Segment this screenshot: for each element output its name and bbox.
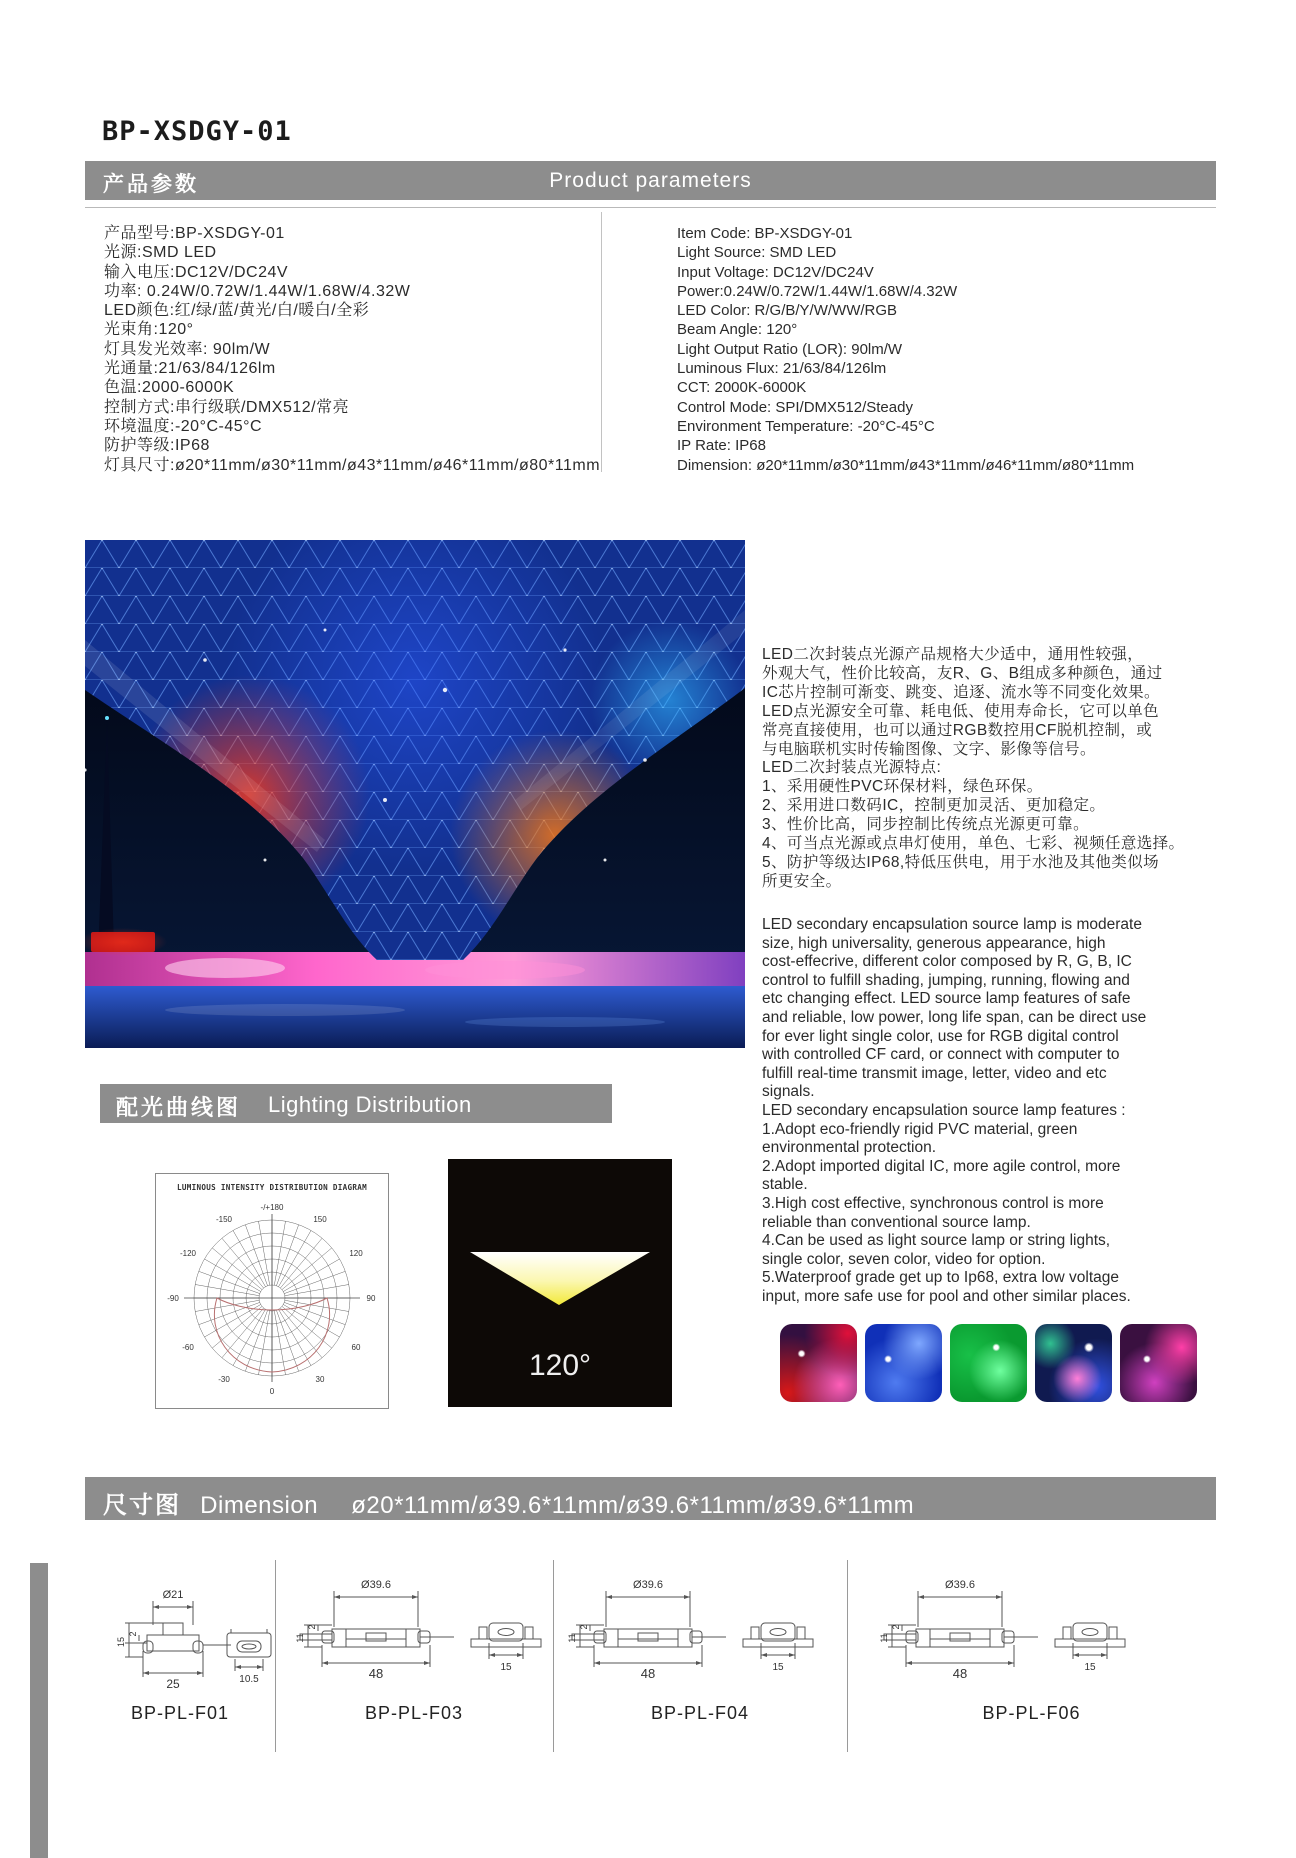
desc-line-en: 5.Waterproof grade get up to Ip68, extra low voltage: [762, 1269, 1119, 1287]
desc-line-en: LED secondary encapsulation source lamp is moderate: [762, 916, 1142, 933]
header-title-en: Product parameters: [549, 169, 752, 192]
desc-line-en: for ever light single color, use for RGB digital control: [762, 1027, 1119, 1045]
desc-line-en: environmental protection.: [762, 1139, 937, 1157]
desc-line-en: etc changing effect. LED source lamp features of safe: [762, 990, 1131, 1008]
spec-line-en: Power:0.24W/0.72W/1.44W/1.68W/4.32W: [677, 282, 958, 300]
desc-line-en: 2.Adopt imported digital IC, more agile control, more: [762, 1157, 1121, 1175]
svg-text:Ø39.6: Ø39.6: [945, 1579, 975, 1591]
luminous-intensity-diagram: [155, 1173, 389, 1409]
angle-label: 0: [269, 1387, 275, 1396]
spec-line-zh: LED颜色:红/绿/蓝/黄光/白/暖白/全彩: [104, 302, 370, 320]
spec-line-en: CCT: 2000K-6000K: [677, 379, 807, 397]
spec-line-zh: 输入电压:DC12V/DC24V: [104, 263, 289, 281]
drawing-model-label: BP-PL-F04: [650, 1703, 750, 1723]
lighting-title-zh: 配光曲线图: [116, 1095, 242, 1120]
desc-line-zh: 1、采用硬性PVC环保材料，绿色环保。: [762, 778, 1043, 796]
product-thumbnail-magenta: [1120, 1324, 1197, 1402]
svg-text:Ø39.6: Ø39.6: [633, 1579, 663, 1591]
spec-line-en: Luminous Flux: 21/63/84/126lm: [677, 360, 887, 378]
spec-line-zh: 灯具尺寸:ø20*11mm/ø30*11mm/ø43*11mm/ø46*11mm/ø80*11mm: [104, 456, 601, 474]
desc-line-en: LED secondary encapsulation source lamp features :: [762, 1101, 1126, 1119]
spec-list-en: [677, 224, 1197, 475]
desc-line-en: 4.Can be used as light source lamp or string lights,: [762, 1232, 1111, 1250]
angle-label: 30: [315, 1375, 325, 1384]
svg-text:11: 11: [295, 1633, 305, 1643]
desc-line-zh: LED二次封装点光源特点:: [762, 759, 942, 777]
polar-chart: [156, 1198, 388, 1404]
svg-text:15: 15: [116, 1636, 126, 1648]
spec-line-zh: 光源:SMD LED: [104, 244, 217, 262]
spec-line-en: LED Color: R/G/B/Y/W/WW/RGB: [677, 302, 898, 320]
drawing-model-label: BP-PL-F01: [130, 1703, 230, 1723]
spec-line-en: Input Voltage: DC12V/DC24V: [677, 263, 874, 281]
beam-angle-box: [448, 1159, 672, 1407]
desc-line-zh: 3、性价比高，同步控制比传统点光源更可靠。: [762, 816, 1090, 834]
product-thumbnail-blue: [865, 1324, 942, 1402]
spec-line-zh: 环境温度:-20°C-45°C: [104, 417, 263, 435]
svg-text:15: 15: [500, 1662, 512, 1673]
spec-line-zh: 产品型号:BP-XSDGY-01: [104, 225, 285, 242]
page-edge-strip: [30, 1563, 48, 1858]
angle-label: -/+180: [260, 1203, 284, 1212]
spec-line-zh: 色温:2000-6000K: [104, 379, 235, 397]
desc-line-zh: 常亮直接使用，也可以通过RGB数控用CF脱机控制，或: [762, 721, 1153, 739]
desc-line-en: fulfill real-time transmit image, letter, video and etc: [762, 1064, 1107, 1082]
spec-line-en: Item Code: BP-XSDGY-01: [677, 225, 853, 242]
desc-line-zh: 所更安全。: [762, 872, 842, 890]
desc-line-en: stable.: [762, 1176, 808, 1194]
svg-text:11: 11: [879, 1633, 889, 1643]
spec-line-zh: 灯具发光效率: 90lm/W: [104, 340, 271, 358]
angle-label: -120: [179, 1249, 197, 1258]
angle-label: 60: [351, 1343, 361, 1352]
diagram-title: LUMINOUS INTENSITY DISTRIBUTION DIAGRAM: [176, 1183, 367, 1192]
svg-text:48: 48: [368, 1666, 384, 1681]
section-header-product-parameters: [85, 161, 1216, 200]
desc-line-en: signals.: [762, 1083, 815, 1101]
product-thumbnail-mixed: [1035, 1324, 1112, 1402]
svg-text:15: 15: [772, 1662, 784, 1673]
desc-line-zh: 外观大气，性价比较高，友R、G、B组成多种颜色，通过: [762, 664, 1163, 682]
product-thumbnail-green: [950, 1324, 1027, 1402]
header-divider-line: [85, 207, 1216, 208]
desc-line-zh: 4、可当点光源或点串灯使用，单色、七彩、视频任意选择。: [762, 835, 1185, 853]
spec-line-zh: 功率: 0.24W/0.72W/1.44W/1.68W/4.32W: [104, 282, 411, 300]
building-photo: [85, 540, 745, 1048]
spec-line-zh: 防护等级:IP68: [104, 437, 210, 455]
drawing-model-label: BP-PL-F03: [364, 1703, 464, 1723]
spec-line-zh: 控制方式:串行级联/DMX512/常亮: [104, 398, 350, 416]
spec-list-zh: [104, 224, 601, 475]
angle-label: -60: [182, 1343, 194, 1352]
angle-label: -30: [218, 1375, 230, 1384]
beam-angle-value: 120°: [528, 1349, 592, 1382]
spec-line-zh: 光通量:21/63/84/126lm: [104, 360, 276, 378]
spec-line-en: IP Rate: IP68: [677, 437, 766, 455]
angle-label: 120: [349, 1249, 363, 1258]
desc-line-zh: LED二次封装点光源产品规格大少适中，通用性较强，: [762, 646, 1144, 663]
section-header-dimension: [85, 1477, 1216, 1520]
spec-line-en: Light Output Ratio (LOR): 90lm/W: [677, 340, 903, 358]
desc-line-en: and reliable, low power, long life span, can be direct use: [762, 1008, 1147, 1026]
spec-column-divider: [601, 212, 602, 472]
desc-line-en: single color, seven color, video for option.: [762, 1250, 1046, 1268]
section-header-lighting-distribution: [100, 1084, 612, 1123]
dimension-title-zh: 尺寸图: [103, 1492, 181, 1519]
desc-line-zh: 5、防护等级达IP68,特低压供电，用于水池及其他类似场: [762, 853, 1160, 871]
description-en: [762, 916, 1232, 1306]
desc-line-en: control to fulfill shading, jumping, running, flowing and: [762, 971, 1130, 989]
angle-label: 150: [313, 1215, 327, 1224]
desc-line-zh: 2、采用进口数码IC，控制更加灵活、更加稳定。: [762, 797, 1106, 815]
desc-line-zh: 与电脑联机实时传输图像、文字、影像等信号。: [762, 740, 1096, 758]
description-zh: [762, 646, 1232, 892]
svg-text:Ø39.6: Ø39.6: [361, 1579, 391, 1591]
spec-line-en: Environment Temperature: -20°C-45°C: [677, 417, 935, 435]
header-title-zh: 产品参数: [103, 173, 199, 196]
page-title: BP-XSDGY-01: [102, 116, 292, 147]
svg-text:2: 2: [128, 1631, 138, 1637]
svg-text:48: 48: [952, 1666, 968, 1681]
dimension-bar-text: [103, 1485, 914, 1520]
desc-line-zh: IC芯片控制可渐变、跳变、追逐、流水等不同变化效果。: [762, 683, 1160, 701]
svg-text:Ø21: Ø21: [162, 1589, 184, 1601]
svg-text:2: 2: [307, 1624, 317, 1630]
desc-line-en: cost-effecrive, different color composed by R, G, B, IC: [762, 953, 1132, 971]
desc-line-en: 1.Adopt eco-friendly rigid PVC material, green: [762, 1120, 1078, 1138]
spec-line-en: Control Mode: SPI/DMX512/Steady: [677, 398, 913, 416]
desc-line-en: size, high universality, generous appearance, high: [762, 934, 1106, 952]
spec-line-en: Beam Angle: 120°: [677, 321, 798, 339]
building-photo-art: [85, 540, 745, 1048]
desc-line-en: with controlled CF card, or connect with computer to: [762, 1046, 1120, 1064]
angle-label: 90: [366, 1294, 376, 1303]
angle-label: -150: [215, 1215, 233, 1224]
drawing-model-label: BP-PL-F06: [982, 1703, 1081, 1723]
svg-text:2: 2: [891, 1624, 901, 1630]
angle-label: -90: [167, 1294, 179, 1303]
product-thumbnail-red: [780, 1324, 857, 1402]
spec-line-en: Light Source: SMD LED: [677, 244, 837, 262]
lighting-title-en: Lighting Distribution: [268, 1092, 472, 1117]
svg-text:25: 25: [166, 1677, 180, 1691]
beam-cone-icon: [470, 1252, 650, 1305]
dimension-sizes: ø20*11mm/ø39.6*11mm/ø39.6*11mm/ø39.6*11mm: [351, 1492, 915, 1519]
desc-line-en: input, more safe use for pool and other similar places.: [762, 1287, 1131, 1305]
desc-line-en: 3.High cost effective, synchronous control is more: [762, 1194, 1104, 1212]
svg-text:11: 11: [567, 1633, 577, 1643]
svg-text:48: 48: [640, 1666, 656, 1681]
svg-text:15: 15: [1084, 1662, 1096, 1673]
desc-line-en: reliable than conventional source lamp.: [762, 1213, 1031, 1231]
dimension-title-en: Dimension: [200, 1492, 319, 1519]
svg-text:2: 2: [579, 1624, 589, 1630]
desc-line-zh: LED点光源安全可靠、耗电低、使用寿命长，它可以单色: [762, 702, 1160, 720]
spec-line-en: Dimension: ø20*11mm/ø30*11mm/ø43*11mm/ø46*11mm/ø80*11mm: [677, 456, 1135, 474]
svg-text:10.5: 10.5: [239, 1674, 259, 1685]
spec-line-zh: 光束角:120°: [104, 321, 194, 339]
